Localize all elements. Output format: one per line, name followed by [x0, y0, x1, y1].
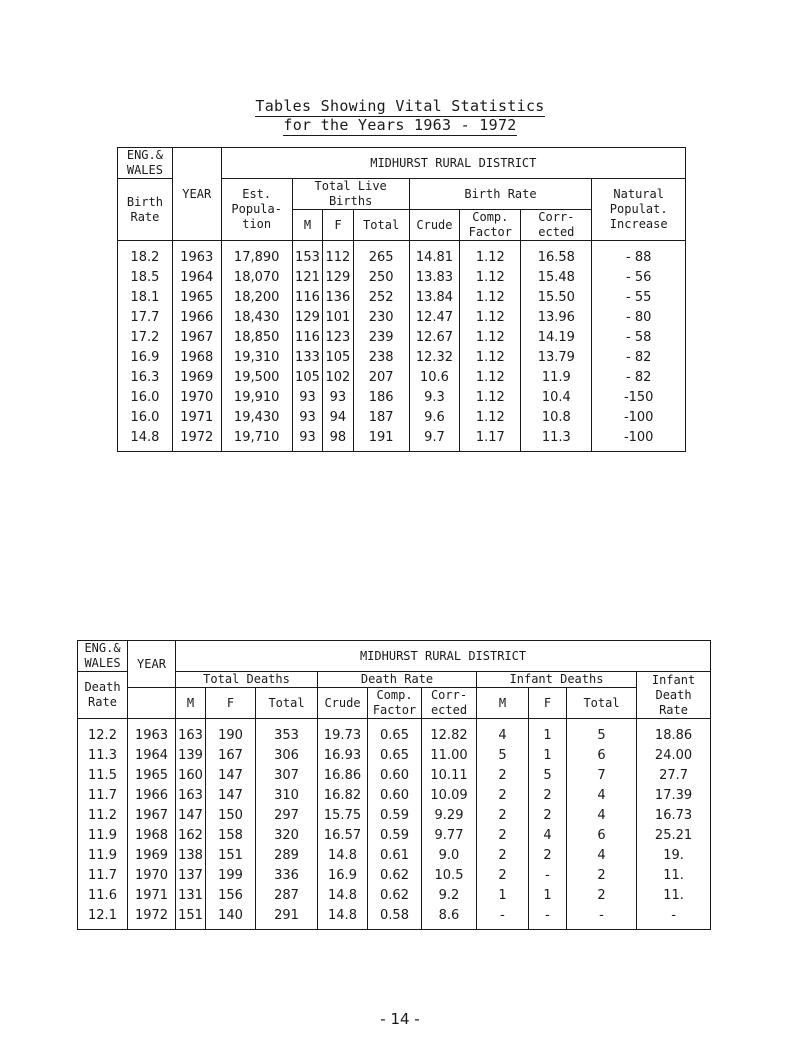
table-cell: 1.17	[460, 427, 521, 452]
table-cell: 156	[206, 885, 256, 905]
table-cell: 129	[323, 267, 353, 287]
table-cell: 14.8	[318, 905, 368, 930]
table-cell: 353	[256, 719, 318, 746]
table-cell: 1.12	[460, 307, 521, 327]
death-rate-eng-header: Death Rate	[78, 672, 128, 719]
table-cell: 93	[323, 387, 353, 407]
table-cell: 153	[292, 241, 322, 268]
table-cell: 6	[567, 825, 637, 845]
table-row	[118, 387, 686, 407]
table-row	[118, 407, 686, 427]
table-cell: - 88	[592, 241, 686, 268]
table-cell: 102	[323, 367, 353, 387]
table-cell: 19,310	[221, 347, 292, 367]
total-header: Total	[256, 688, 318, 719]
table-cell: 13.96	[521, 307, 592, 327]
table-cell: 18,850	[221, 327, 292, 347]
est-population-header: Est. Popula- tion	[221, 179, 292, 241]
page-title: Tables Showing Vital Statistics	[255, 97, 545, 115]
table-cell: 13.84	[409, 287, 460, 307]
female-header: F	[323, 210, 353, 241]
table-cell: 147	[206, 765, 256, 785]
table-cell: 9.77	[422, 825, 477, 845]
table-cell: 98	[323, 427, 353, 452]
table-cell: 9.7	[409, 427, 460, 452]
table-cell: 1965	[128, 765, 176, 785]
table-cell: 18.1	[118, 287, 173, 307]
table-cell: 1.12	[460, 241, 521, 268]
table-cell: 18.5	[118, 267, 173, 287]
birth-rate-header: Birth Rate	[409, 179, 592, 210]
total-header: Total	[353, 210, 409, 241]
table-cell: 12.82	[422, 719, 477, 746]
table-cell: 11.3	[521, 427, 592, 452]
table-row	[118, 347, 686, 367]
table-cell: 112	[323, 241, 353, 268]
table-cell: 19.73	[318, 719, 368, 746]
table-cell: 16.9	[318, 865, 368, 885]
table-cell: 17.2	[118, 327, 173, 347]
table-cell: 287	[256, 885, 318, 905]
table-cell: 11.9	[78, 825, 128, 845]
table-cell: 9.2	[422, 885, 477, 905]
table-cell: 151	[206, 845, 256, 865]
table-cell: 11.00	[422, 745, 477, 765]
table-cell: 297	[256, 805, 318, 825]
table-cell: 131	[176, 885, 206, 905]
district-header: MIDHURST RURAL DISTRICT	[176, 641, 711, 672]
table-cell: 12.2	[78, 719, 128, 746]
table-cell: 9.29	[422, 805, 477, 825]
table-cell: 24.00	[637, 745, 711, 765]
comp-factor-header: Comp. Factor	[368, 688, 422, 719]
table-cell: 15.50	[521, 287, 592, 307]
table-cell: 1.12	[460, 267, 521, 287]
table-cell: 163	[176, 785, 206, 805]
table-cell: 1971	[172, 407, 221, 427]
table-row	[78, 865, 711, 885]
table-cell: 136	[323, 287, 353, 307]
table-cell: 190	[206, 719, 256, 746]
table-cell: 18,200	[221, 287, 292, 307]
table-row	[78, 905, 711, 930]
table-cell: 1.12	[460, 327, 521, 347]
table-cell: 0.65	[368, 719, 422, 746]
table-cell: 2	[529, 805, 567, 825]
table-cell: 2	[477, 845, 529, 865]
table-cell: 187	[353, 407, 409, 427]
table-cell: 0.60	[368, 785, 422, 805]
table-cell: 1971	[128, 885, 176, 905]
infant-total-header: Total	[567, 688, 637, 719]
table-cell: 0.60	[368, 765, 422, 785]
table-cell: 1969	[172, 367, 221, 387]
infant-male-header: M	[477, 688, 529, 719]
table-cell: 11.7	[78, 865, 128, 885]
table-cell: 105	[292, 367, 322, 387]
table-cell: 11.	[637, 885, 711, 905]
table-cell: 289	[256, 845, 318, 865]
table-cell: 2	[567, 885, 637, 905]
table-cell: 16.93	[318, 745, 368, 765]
table-cell: 1	[529, 745, 567, 765]
table-cell: 93	[292, 407, 322, 427]
table-row	[118, 287, 686, 307]
table-cell: 19,500	[221, 367, 292, 387]
table-cell: 2	[477, 825, 529, 845]
table-cell: 2	[529, 845, 567, 865]
table-cell: 2	[477, 865, 529, 885]
table-cell: 5	[477, 745, 529, 765]
table-cell: - 80	[592, 307, 686, 327]
table-cell: 1970	[128, 865, 176, 885]
table-cell: -	[529, 865, 567, 885]
total-live-births-header: Total Live Births	[292, 179, 409, 210]
table-cell: 1970	[172, 387, 221, 407]
table-row	[118, 241, 686, 268]
infant-female-header: F	[529, 688, 567, 719]
table-cell: 6	[567, 745, 637, 765]
table-cell: -	[567, 905, 637, 930]
table-cell: 12.47	[409, 307, 460, 327]
table-cell: 19,710	[221, 427, 292, 452]
table-cell: 116	[292, 327, 322, 347]
table-cell: 93	[292, 387, 322, 407]
table-cell: 2	[567, 865, 637, 885]
table-cell: 1964	[172, 267, 221, 287]
table-cell: -	[637, 905, 711, 930]
table-cell: 4	[529, 825, 567, 845]
table-cell: 1968	[128, 825, 176, 845]
table-cell: 10.5	[422, 865, 477, 885]
table-cell: 1	[529, 719, 567, 746]
table-cell: -	[477, 905, 529, 930]
table-cell: 1964	[128, 745, 176, 765]
table-cell: 4	[567, 845, 637, 865]
table-cell: 1.12	[460, 387, 521, 407]
table-cell: 306	[256, 745, 318, 765]
deaths-table	[77, 640, 711, 930]
table-cell: 11.9	[78, 845, 128, 865]
table-cell: 18.2	[118, 241, 173, 268]
table-row	[118, 307, 686, 327]
table-cell: 11.	[637, 865, 711, 885]
table-row	[78, 765, 711, 785]
table-cell: 1965	[172, 287, 221, 307]
table-cell: 4	[477, 719, 529, 746]
table-cell: -	[529, 905, 567, 930]
table-cell: 1.12	[460, 347, 521, 367]
table-cell: 150	[206, 805, 256, 825]
table-cell: 5	[567, 719, 637, 746]
table-cell: -100	[592, 427, 686, 452]
table-cell: 307	[256, 765, 318, 785]
table-cell: 17.39	[637, 785, 711, 805]
table-cell: 163	[176, 719, 206, 746]
eng-wales-header: ENG.& WALES	[78, 641, 128, 672]
table-cell: 18,430	[221, 307, 292, 327]
table-cell: 160	[176, 765, 206, 785]
table-cell: 10.4	[521, 387, 592, 407]
table-cell: 1972	[172, 427, 221, 452]
table-cell: 0.59	[368, 805, 422, 825]
total-deaths-header: Total Deaths	[176, 672, 318, 688]
table-cell: 11.7	[78, 785, 128, 805]
year-spacer	[128, 688, 176, 719]
male-header: M	[176, 688, 206, 719]
table-cell: 265	[353, 241, 409, 268]
table-cell: 11.6	[78, 885, 128, 905]
table-cell: 0.61	[368, 845, 422, 865]
table-cell: 0.58	[368, 905, 422, 930]
table-cell: 9.6	[409, 407, 460, 427]
table-cell: 1966	[172, 307, 221, 327]
eng-wales-header: ENG.& WALES	[118, 148, 173, 179]
table-cell: 11.2	[78, 805, 128, 825]
table-cell: 239	[353, 327, 409, 347]
table-cell: 18,070	[221, 267, 292, 287]
table-cell: 123	[323, 327, 353, 347]
table-cell: 10.09	[422, 785, 477, 805]
table-cell: 15.75	[318, 805, 368, 825]
table-cell: 1963	[128, 719, 176, 746]
table-cell: 12.67	[409, 327, 460, 347]
table-cell: 250	[353, 267, 409, 287]
table-cell: 9.0	[422, 845, 477, 865]
table-cell: 116	[292, 287, 322, 307]
table-cell: 199	[206, 865, 256, 885]
table-cell: 12.32	[409, 347, 460, 367]
table-cell: 16.82	[318, 785, 368, 805]
table-cell: 1967	[172, 327, 221, 347]
table-row	[78, 785, 711, 805]
table-cell: 13.83	[409, 267, 460, 287]
table-cell: 18.86	[637, 719, 711, 746]
table-cell: 167	[206, 745, 256, 765]
table-cell: 1963	[172, 241, 221, 268]
table-cell: 336	[256, 865, 318, 885]
table-cell: 291	[256, 905, 318, 930]
natural-increase-header: Natural Populat. Increase	[592, 179, 686, 241]
table-cell: - 58	[592, 327, 686, 347]
table-row	[78, 745, 711, 765]
table-cell: 11.9	[521, 367, 592, 387]
table-cell: 1.12	[460, 407, 521, 427]
table-cell: 12.1	[78, 905, 128, 930]
table-cell: 1972	[128, 905, 176, 930]
male-header: M	[292, 210, 322, 241]
table-cell: 14.81	[409, 241, 460, 268]
table-cell: 0.65	[368, 745, 422, 765]
table-cell: 4	[567, 785, 637, 805]
table-cell: 10.11	[422, 765, 477, 785]
table-cell: 8.6	[422, 905, 477, 930]
table-cell: 101	[323, 307, 353, 327]
table-cell: 2	[477, 785, 529, 805]
table-cell: 19.	[637, 845, 711, 865]
table-cell: 162	[176, 825, 206, 845]
table-row	[78, 845, 711, 865]
table-cell: 93	[292, 427, 322, 452]
table-cell: 11.5	[78, 765, 128, 785]
table-cell: 4	[567, 805, 637, 825]
table-cell: 1967	[128, 805, 176, 825]
table-row	[118, 427, 686, 452]
table-cell: 105	[323, 347, 353, 367]
table-cell: 13.79	[521, 347, 592, 367]
table-cell: 16.73	[637, 805, 711, 825]
female-header: F	[206, 688, 256, 719]
table-cell: 320	[256, 825, 318, 845]
table-cell: 16.3	[118, 367, 173, 387]
table-cell: 94	[323, 407, 353, 427]
table-cell: - 82	[592, 367, 686, 387]
birth-rate-eng-header: Birth Rate	[118, 179, 173, 241]
table-cell: 9.3	[409, 387, 460, 407]
table-cell: 1968	[172, 347, 221, 367]
table-cell: 139	[176, 745, 206, 765]
table-row	[78, 885, 711, 905]
table-cell: 1969	[128, 845, 176, 865]
table-cell: 186	[353, 387, 409, 407]
table-cell: 16.57	[318, 825, 368, 845]
table-cell: 137	[176, 865, 206, 885]
table-cell: 2	[529, 785, 567, 805]
table-row	[118, 367, 686, 387]
table-row	[78, 719, 711, 746]
table-cell: 16.0	[118, 387, 173, 407]
death-rate-header: Death Rate	[318, 672, 477, 688]
table-cell: -100	[592, 407, 686, 427]
table-cell: 133	[292, 347, 322, 367]
table-cell: 1	[477, 885, 529, 905]
page-subtitle: for the Years 1963 - 1972	[283, 116, 517, 134]
table-cell: 1.12	[460, 287, 521, 307]
table-cell: 147	[206, 785, 256, 805]
table-cell: 238	[353, 347, 409, 367]
table-cell: 138	[176, 845, 206, 865]
table-cell: 15.48	[521, 267, 592, 287]
table-cell: 0.62	[368, 885, 422, 905]
table-cell: 19,430	[221, 407, 292, 427]
table-cell: 2	[477, 765, 529, 785]
table-cell: 207	[353, 367, 409, 387]
table-row	[118, 327, 686, 347]
table-cell: 5	[529, 765, 567, 785]
table-cell: 0.62	[368, 865, 422, 885]
table-cell: 10.8	[521, 407, 592, 427]
table-cell: 16.9	[118, 347, 173, 367]
table-cell: 158	[206, 825, 256, 845]
table-cell: 1966	[128, 785, 176, 805]
table-cell: 129	[292, 307, 322, 327]
table-cell: 310	[256, 785, 318, 805]
table-cell: 16.0	[118, 407, 173, 427]
table-cell: 16.58	[521, 241, 592, 268]
births-table	[117, 147, 686, 452]
table-cell: 11.3	[78, 745, 128, 765]
year-header: YEAR	[172, 148, 221, 241]
table-cell: 14.8	[118, 427, 173, 452]
table-row	[78, 825, 711, 845]
table-cell: - 55	[592, 287, 686, 307]
table-row	[118, 267, 686, 287]
infant-death-rate-header: Infant Death Rate	[637, 672, 711, 719]
table-cell: 14.8	[318, 885, 368, 905]
table-cell: 10.6	[409, 367, 460, 387]
table-cell: 1	[529, 885, 567, 905]
table-cell: 14.19	[521, 327, 592, 347]
comp-factor-header: Comp. Factor	[460, 210, 521, 241]
crude-header: Crude	[318, 688, 368, 719]
table-cell: 14.8	[318, 845, 368, 865]
table-cell: 7	[567, 765, 637, 785]
table-cell: 27.7	[637, 765, 711, 785]
table-cell: 230	[353, 307, 409, 327]
table-cell: 0.59	[368, 825, 422, 845]
table-cell: - 82	[592, 347, 686, 367]
crude-header: Crude	[409, 210, 460, 241]
table-cell: 191	[353, 427, 409, 452]
table-cell: 19,910	[221, 387, 292, 407]
table-cell: 16.86	[318, 765, 368, 785]
table-cell: 147	[176, 805, 206, 825]
table-cell: 17,890	[221, 241, 292, 268]
table-cell: 2	[477, 805, 529, 825]
table-cell: - 56	[592, 267, 686, 287]
year-header: YEAR	[128, 641, 176, 688]
infant-deaths-header: Infant Deaths	[477, 672, 637, 688]
table-row	[78, 805, 711, 825]
table-cell: -150	[592, 387, 686, 407]
district-header: MIDHURST RURAL DISTRICT	[221, 148, 685, 179]
corrected-header: Corr- ected	[521, 210, 592, 241]
page-number: - 14 -	[380, 1010, 420, 1028]
corrected-header: Corr- ected	[422, 688, 477, 719]
table-cell: 252	[353, 287, 409, 307]
table-cell: 17.7	[118, 307, 173, 327]
table-cell: 25.21	[637, 825, 711, 845]
table-cell: 1.12	[460, 367, 521, 387]
table-cell: 151	[176, 905, 206, 930]
table-cell: 140	[206, 905, 256, 930]
table-cell: 121	[292, 267, 322, 287]
